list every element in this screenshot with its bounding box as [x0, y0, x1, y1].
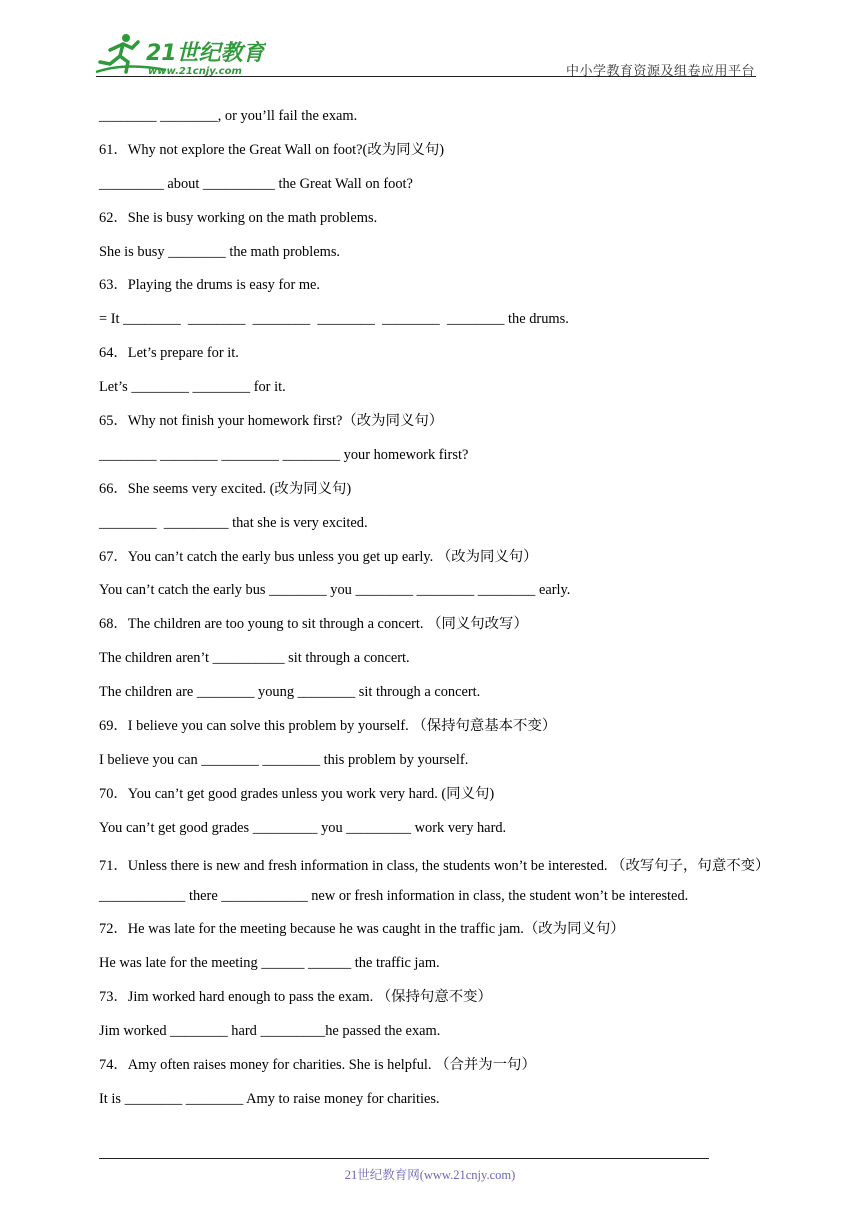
exercise-content	[99, 104, 769, 1121]
answer-line-65: ________ ________ ________ ________ your homework first?	[99, 446, 469, 463]
answer-line-68b: The children are ________ young ________ sit through a concert.	[99, 684, 481, 701]
answer-line-71: ____________ there ____________ new or fresh information in class, the student won’t be interested.	[99, 887, 689, 904]
site-logo[interactable]	[96, 32, 266, 78]
question-73: 73．Jim worked hard enough to pass the exam. （保持句意不变）	[99, 989, 492, 1006]
question-68: 68．The children are too young to sit through a concert. （同义句改写）	[99, 616, 528, 633]
answer-line-66: ________ _________ that she is very excited.	[99, 514, 368, 531]
answer-line-61: _________ about __________ the Great Wall on foot?	[99, 175, 413, 192]
question-74: 74．Amy often raises money for charities. She is helpful. （合并为一句）	[99, 1056, 536, 1073]
answer-line-64: Let’s ________ ________ for it.	[99, 379, 286, 396]
footer-divider	[99, 1158, 709, 1159]
header-divider	[96, 76, 756, 77]
text-line: ________ ________, or you’ll fail the exam.	[99, 108, 358, 124]
answer-line-68a: The children aren’t __________ sit through a concert.	[99, 650, 410, 667]
page-header	[0, 0, 860, 80]
logo-url: www.21cnjy.com	[148, 66, 242, 77]
logo-text: 21世纪教育	[146, 41, 265, 66]
site-name: 中小学教育资源及组卷应用平台	[565, 64, 755, 79]
footer-text[interactable]: 21世纪教育网(www.21cnjy.com)	[344, 1168, 516, 1182]
question-69: 69．I believe you can solve this problem by yourself. （保持句意基本不变）	[99, 718, 557, 735]
answer-line-70: You can’t get good grades _________ you _________ work very hard.	[99, 819, 507, 836]
answer-line-73: Jim worked ________ hard _________he passed the exam.	[99, 1023, 441, 1040]
question-66: 66．She seems very excited. (改为同义句)	[99, 480, 352, 497]
answer-line-63: = It ________ ________ ________ ________ ________ ________ the drums.	[99, 311, 569, 328]
question-72: 72．He was late for the meeting because he was caught in the traffic jam.（改为同义句）	[99, 921, 625, 938]
question-64: 64．Let’s prepare for it.	[99, 345, 239, 362]
question-61: 61．Why not explore the Great Wall on foot?(改为同义句)	[99, 141, 445, 158]
answer-line-72: He was late for the meeting ______ ______ the traffic jam.	[99, 955, 440, 972]
question-63: 63．Playing the drums is easy for me.	[99, 277, 321, 294]
question-65: 65．Why not finish your homework first?（改为同义句）	[99, 413, 444, 430]
question-70: 70．You can’t get good grades unless you work very hard. (同义句)	[99, 785, 495, 802]
question-71: 71．Unless there is new and fresh information in class, the students won’t be interested. （改写句子，句意不变）	[99, 857, 770, 874]
question-67: 67．You can’t catch the early bus unless you get up early. （改为同义句）	[99, 548, 538, 565]
answer-line-67: You can’t catch the early bus ________ you ________ ________ ________ early.	[99, 582, 571, 599]
runner-logo-icon	[96, 32, 266, 78]
answer-line-62: She is busy ________ the math problems.	[99, 243, 341, 260]
question-62: 62．She is busy working on the math problems.	[99, 209, 378, 226]
answer-line-74: It is ________ ________ Amy to raise money for charities.	[99, 1090, 440, 1107]
answer-line-69: I believe you can ________ ________ this problem by yourself.	[99, 751, 469, 768]
